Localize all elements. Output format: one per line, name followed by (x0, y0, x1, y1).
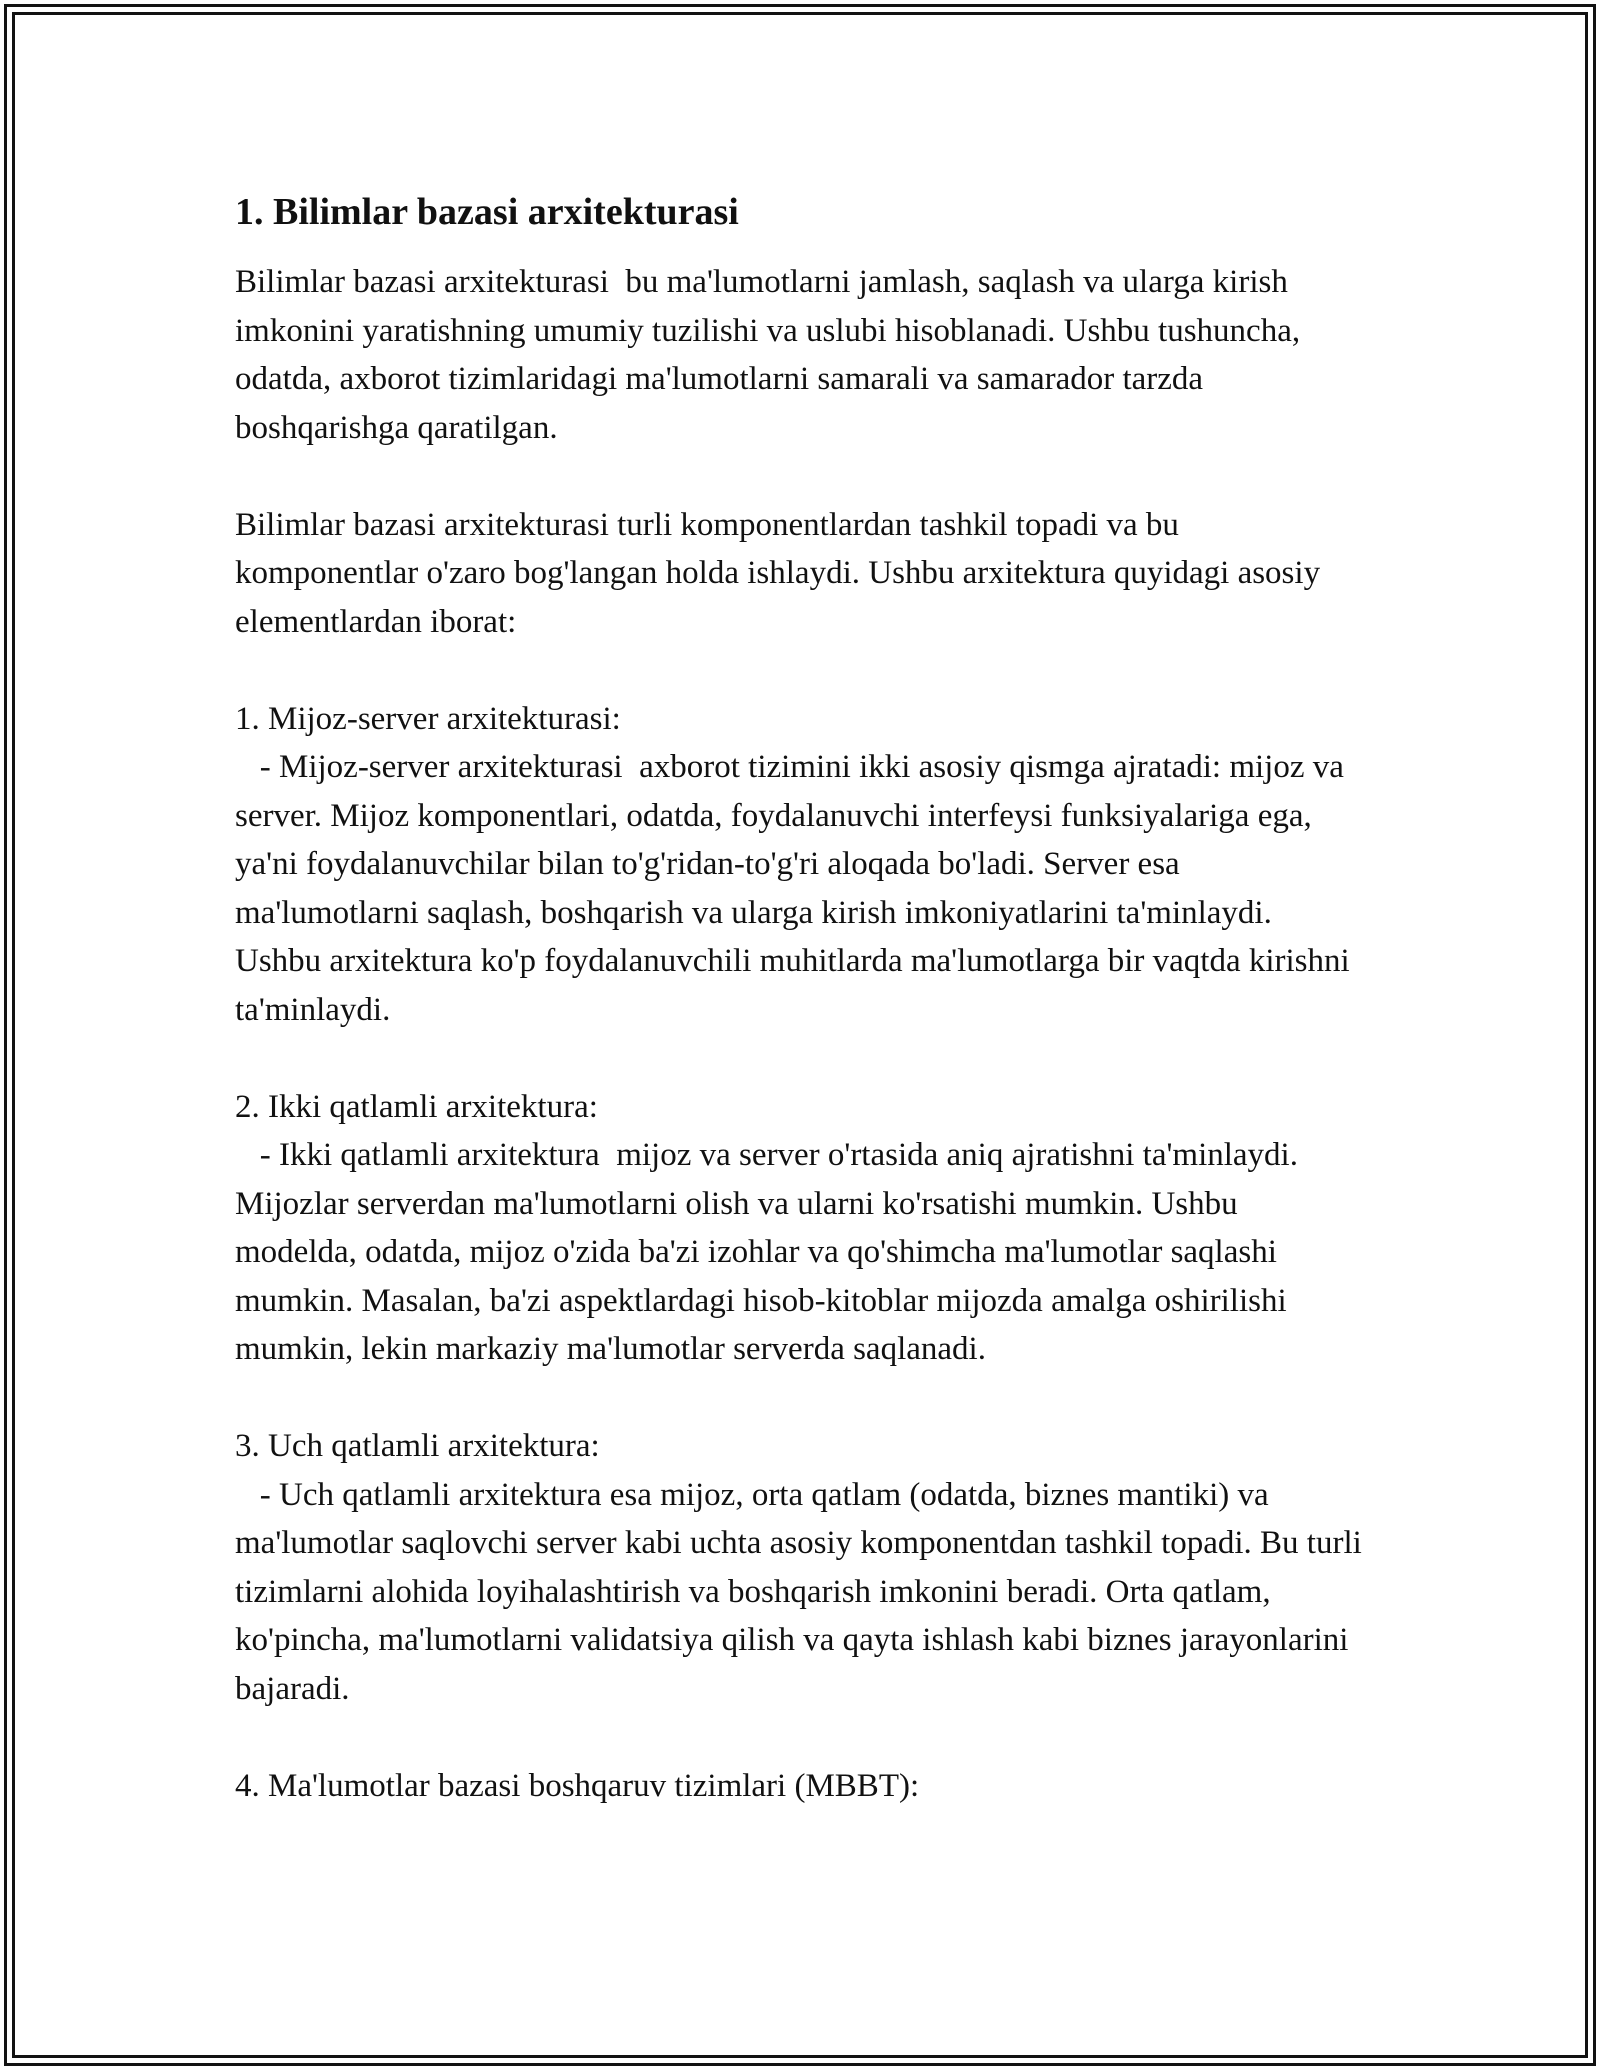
section-heading: 2. Ikki qatlamli arxitektura: (235, 1088, 598, 1125)
section-heading: 1. Mijoz-server arxitekturasi: (235, 700, 621, 737)
intro-paragraph: Bilimlar bazasi arxitekturasi bu ma'lumotlarni jamlash, saqlash va ularga kirish imkonini yaratishning umumiy tuzilishi va uslubi hisoblanadi. Ushbu tushuncha, odatda, axborot tizimlaridagi ma'lumotlarni samarali va samarador tarzda boshqarishga qaratilgan. (235, 264, 1309, 446)
section-three-tier (235, 1422, 1371, 1713)
paragraph-spacer (235, 452, 1365, 501)
paragraph-spacer (235, 646, 1365, 695)
section-client-server (235, 695, 1365, 1035)
section-two-tier (235, 1083, 1365, 1374)
paragraph-spacer (235, 1374, 1365, 1423)
section-heading: 3. Uch qatlamli arxitektura: (235, 1428, 600, 1464)
section-body: - Ikki qatlamli arxitektura mijoz va server o'rtasida aniq ajratishni ta'minlaydi. Mijozlar serverdan ma'lumotlarni olish va ularni ko'rsatishi mumkin. Ushbu modelda, odatda, mijoz o'zida ba'zi izohlar va qo'shimcha ma'lumotlar saqlashi mumkin. Masalan, ba'zi aspektlardagi hisob-kitoblar mijozda amalga oshirilishi mumkin, lekin markaziy ma'lumotlar serverda saqlanadi. (235, 1137, 1307, 1367)
section-dbms (235, 1762, 1365, 1811)
section-heading: 4. Ma'lumotlar bazasi boshqaruv tizimlari (MBBT): (235, 1767, 920, 1804)
paragraph-spacer (235, 1713, 1365, 1762)
section-body: - Uch qatlamli arxitektura esa mijoz, orta qatlam (odatda, biznes mantiki) va ma'lumotlar saqlovchi server kabi uchta asosiy komponentdan tashkil topadi. Bu turli tizimlarni alohida loyihalashtirish va boshqarish imkonini beradi. Orta qatlam, ko'pincha, ma'lumotlarni validatsiya qilish va qayta ishlash kabi biznes jarayonlarini bajaradi. (235, 1476, 1371, 1707)
paragraph-spacer (235, 1034, 1365, 1083)
components-paragraph: Bilimlar bazasi arxitekturasi turli komponentlardan tashkil topadi va bu komponentlar o'zaro bog'langan holda ishlaydi. Ushbu arxitektura quyidagi asosiy elementlardan iborat: (235, 506, 1329, 640)
document-body (235, 188, 1371, 1810)
page-title: 1. Bilimlar bazasi arxitekturasi (235, 191, 739, 233)
section-body: - Mijoz-server arxitekturasi axborot tizimini ikki asosiy qismga ajratadi: mijoz va server. Mijoz komponentlari, odatda, foydalanuvchi interfeysi funksiyalariga ega, ya'ni foydalanuvchilar bilan to'g'ridan-to'g'ri aloqada bo'ladi. Server esa ma'lumotlarni saqlash, boshqarish va ularga kirish imkoniyatlarini ta'minlaydi. Ushbu arxitektura ko'p foydalanuvchili muhitlarda ma'lumotlarga bir vaqtda kirishni ta'minlaydi. (235, 749, 1358, 1028)
